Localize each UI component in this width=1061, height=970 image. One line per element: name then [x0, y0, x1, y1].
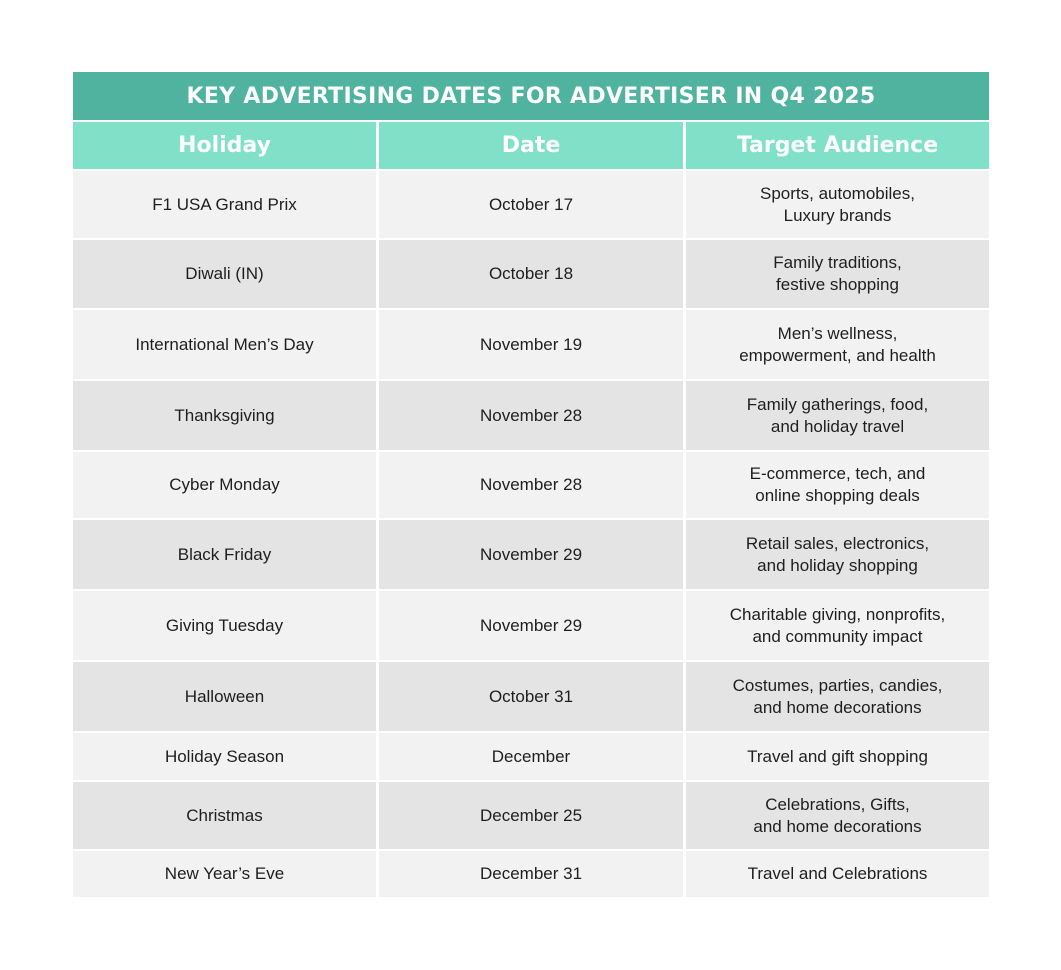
table-row [73, 662, 989, 731]
audience-cell: Charitable giving, nonprofits, and community impact [686, 591, 989, 660]
date-cell: December 25 [379, 782, 683, 849]
audience-cell: Celebrations, Gifts, and home decorations [686, 782, 989, 849]
date-cell: October 31 [379, 662, 683, 731]
date-cell: November 29 [379, 591, 683, 660]
audience-cell: E-commerce, tech, and online shopping deals [686, 452, 989, 518]
audience-cell: Family gatherings, food, and holiday travel [686, 381, 989, 450]
table-row [73, 851, 989, 897]
date-cell: October 18 [379, 240, 683, 308]
audience-cell: Costumes, parties, candies, and home decorations [686, 662, 989, 731]
table-row [73, 733, 989, 780]
table-row [73, 171, 989, 238]
table-row [73, 452, 989, 518]
holiday-cell: New Year’s Eve [73, 851, 376, 897]
table-row [73, 591, 989, 660]
audience-cell: Sports, automobiles, Luxury brands [686, 171, 989, 238]
audience-cell: Men’s wellness, empowerment, and health [686, 310, 989, 379]
holiday-cell: Giving Tuesday [73, 591, 376, 660]
date-cell: December [379, 733, 683, 780]
date-cell: November 29 [379, 520, 683, 589]
audience-cell: Travel and Celebrations [686, 851, 989, 897]
header-target-audience: Target Audience [686, 122, 989, 169]
header-holiday: Holiday [73, 122, 376, 169]
holiday-cell: Diwali (IN) [73, 240, 376, 308]
header-date: Date [379, 122, 683, 169]
holiday-cell: Christmas [73, 782, 376, 849]
audience-cell: Family traditions, festive shopping [686, 240, 989, 308]
holiday-cell: Thanksgiving [73, 381, 376, 450]
table-header-row [73, 122, 989, 169]
table-title: KEY ADVERTISING DATES FOR ADVERTISER IN Q4 2025 [73, 72, 989, 120]
date-cell: October 17 [379, 171, 683, 238]
date-cell: November 19 [379, 310, 683, 379]
date-cell: November 28 [379, 381, 683, 450]
audience-cell: Travel and gift shopping [686, 733, 989, 780]
table-row [73, 240, 989, 308]
holiday-cell: Halloween [73, 662, 376, 731]
holiday-cell: Cyber Monday [73, 452, 376, 518]
holiday-cell: F1 USA Grand Prix [73, 171, 376, 238]
table-row [73, 520, 989, 589]
holiday-cell: Holiday Season [73, 733, 376, 780]
table-row [73, 381, 989, 450]
date-cell: December 31 [379, 851, 683, 897]
date-cell: November 28 [379, 452, 683, 518]
holiday-cell: International Men’s Day [73, 310, 376, 379]
advertising-dates-table [73, 72, 989, 897]
holiday-cell: Black Friday [73, 520, 376, 589]
audience-cell: Retail sales, electronics, and holiday shopping [686, 520, 989, 589]
table-row [73, 782, 989, 849]
table-row [73, 310, 989, 379]
